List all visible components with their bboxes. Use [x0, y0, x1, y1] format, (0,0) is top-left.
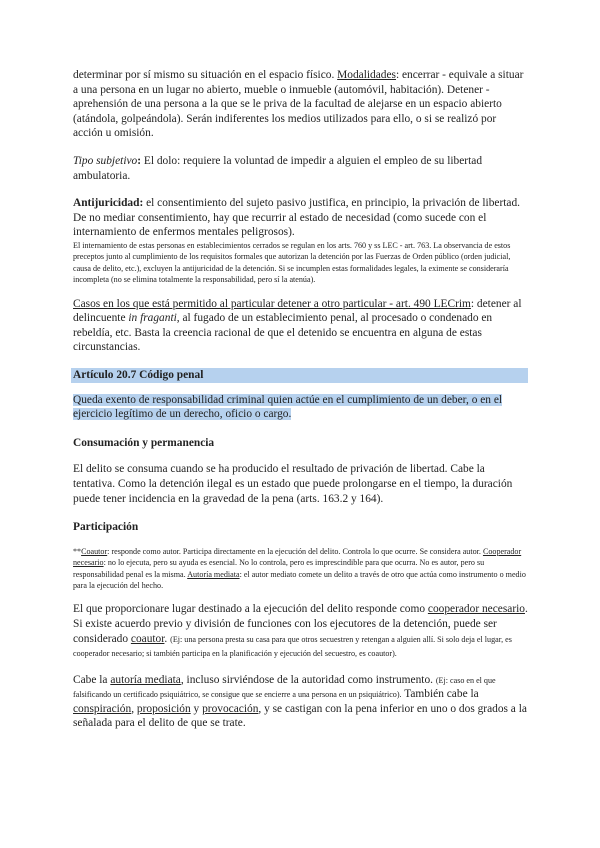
text: , al fugado de un establecimiento penal, al procesado o condenado en rebeldía, etc. Basta la creencia racional de que el detenido se encuentra en alguna de estas circunstancias.	[73, 312, 493, 354]
text: También cabe la	[401, 688, 479, 701]
term-coautor: Coautor	[81, 546, 108, 556]
text: :	[139, 197, 147, 210]
term-provocacion: provocación	[202, 702, 259, 715]
paragraph-autoria-mediata	[73, 673, 528, 731]
text: ,	[131, 702, 137, 715]
heading-articulo	[73, 368, 528, 383]
text: El dolo: requiere la voluntad de impedir a alguien el empleo de su libertad ambulatoria.	[73, 154, 483, 182]
text: .	[164, 632, 171, 645]
term-coautor: coautor	[130, 632, 165, 645]
paragraph-casos-permitidos	[73, 297, 528, 355]
text: , y se castigan con la pena inferior en uno o dos grados a la señalada para el delito de que se trate.	[73, 702, 527, 730]
term-autoria-mediata: Autoría mediata	[187, 569, 240, 579]
heading-consumacion: Consumación y permanencia	[73, 436, 215, 449]
text: . Si existe acuerdo previo y división de funciones con los ejecutores de la detención, puede ser considerado	[73, 603, 528, 645]
term-casos-permitidos: Casos en los que está permitido al particular detener a otro particular - art. 490 LECrim	[73, 297, 471, 310]
text: : detener al delincuente	[73, 297, 522, 325]
document-page	[73, 68, 528, 731]
paragraph-antijuricidad	[73, 196, 528, 240]
text: : no lo ejecuta, pero su ayuda es esencial. No lo controla, pero es imprescindible para que ocurra. No es autor, pero su responsabilidad penal es la misma.	[73, 558, 485, 579]
paragraph-modalidades	[73, 68, 528, 141]
term-autoria-mediata: autoría mediata	[110, 673, 181, 686]
text: : el autor mediato comete un delito a través de otro que actúa como instrumento o medio para la ejecución del hecho.	[73, 569, 526, 590]
note-internamiento: El internamiento de estas personas en establecimientos cerrados se regulan en los arts. 760 y ss LEC - art. 763. La observancia de estos preceptos junto al cumplimiento de los requisitos formales que autorizan la detención por las Fuerzas de Orden público (orden judicial, causa de delito, etc.), excluyen la antijuricidad de la detención. Si se incumplen estas formalidades legales, la eximente se consideraría incompleta (no se elimina totalmente la responsabilidad, pero sí la atenúa).	[73, 240, 511, 285]
paragraph-consumacion: El delito se consuma cuando se ha producido el resultado de privación de libertad. Cabe la tentativa. Como la detención ilegal es un estado que puede prolongarse en el tiempo, la duración puede tener incidencia en la gravedad de la pena (arts. 163.2 y 164).	[73, 463, 513, 505]
text: determinar por sí mismo su situación en el espacio físico.	[73, 69, 338, 81]
label-antijuricidad: Antijuricidad	[73, 197, 140, 210]
text: : responde como autor. Participa directamente en la ejecución del delito. Controla lo que ocurre. Se considera autor.	[107, 546, 483, 556]
text: : encerrar - equivale a situar a una persona en un lugar no abierto, mueble o inmueble (automóvil, habitación). Detener - aprehensión de una persona a la que se le priva de la facultad de alejarse en un espacio abierto (atándola, golpeándola). Serán indiferentes los medios utilizados para ello, o si se realizó por acción u omisión.	[73, 69, 524, 140]
term-conspiracion: conspiración	[73, 702, 132, 715]
text: Cabe la	[73, 673, 111, 686]
text: **	[73, 546, 82, 556]
heading-participacion: Participación	[73, 521, 139, 534]
highlighted-text: Queda exento de responsabilidad criminal quien actúe en el cumplimiento de un deber, o en el ejercicio legítimo de un derecho, oficio o cargo.	[73, 393, 503, 421]
term-proposicion: proposición	[136, 702, 191, 715]
term-cooperador-necesario: Cooperador necesario	[73, 546, 522, 568]
heading-text: Artículo 20.7 Código penal	[71, 368, 528, 383]
example-note: (Ej: una persona presta su casa para que otros secuestren y retengan a alguien allí. Si solo deja el lugar, es cooperador necesario; si también participa en la planificación y ejecución del secuestro, es coautor).	[73, 634, 512, 659]
note-participacion	[73, 546, 528, 592]
text: El que proporcionare lugar destinado a la ejecución del delito responde como	[73, 603, 428, 616]
paragraph-tipo-subjetivo	[73, 154, 528, 183]
text: el consentimiento del sujeto pasivo justifica, en principio, la privación de libertad. De no mediar consentimiento, hay que recurrir al estado de necesidad (como sucede con el internamiento de enfermos mentales peligrosos).	[73, 197, 520, 239]
paragraph-articulo-highlight	[73, 393, 528, 422]
term-cooperador-necesario: cooperador necesario	[427, 603, 525, 616]
label-tipo-subjetivo: Tipo subjetivo	[73, 154, 138, 167]
example-note: (Ej: caso en el que falsificando un certificado psiquiátrico, se consigue que se encierre a una persona en un psiquiátrico).	[73, 675, 496, 700]
text: y	[190, 702, 203, 715]
text: , incluso sirviéndose de la autoridad como instrumento.	[180, 673, 436, 686]
term-in-fraganti: in fraganti	[128, 312, 177, 325]
term-modalidades: Modalidades	[337, 69, 396, 81]
text: :	[137, 154, 144, 167]
paragraph-lugar	[73, 602, 528, 660]
